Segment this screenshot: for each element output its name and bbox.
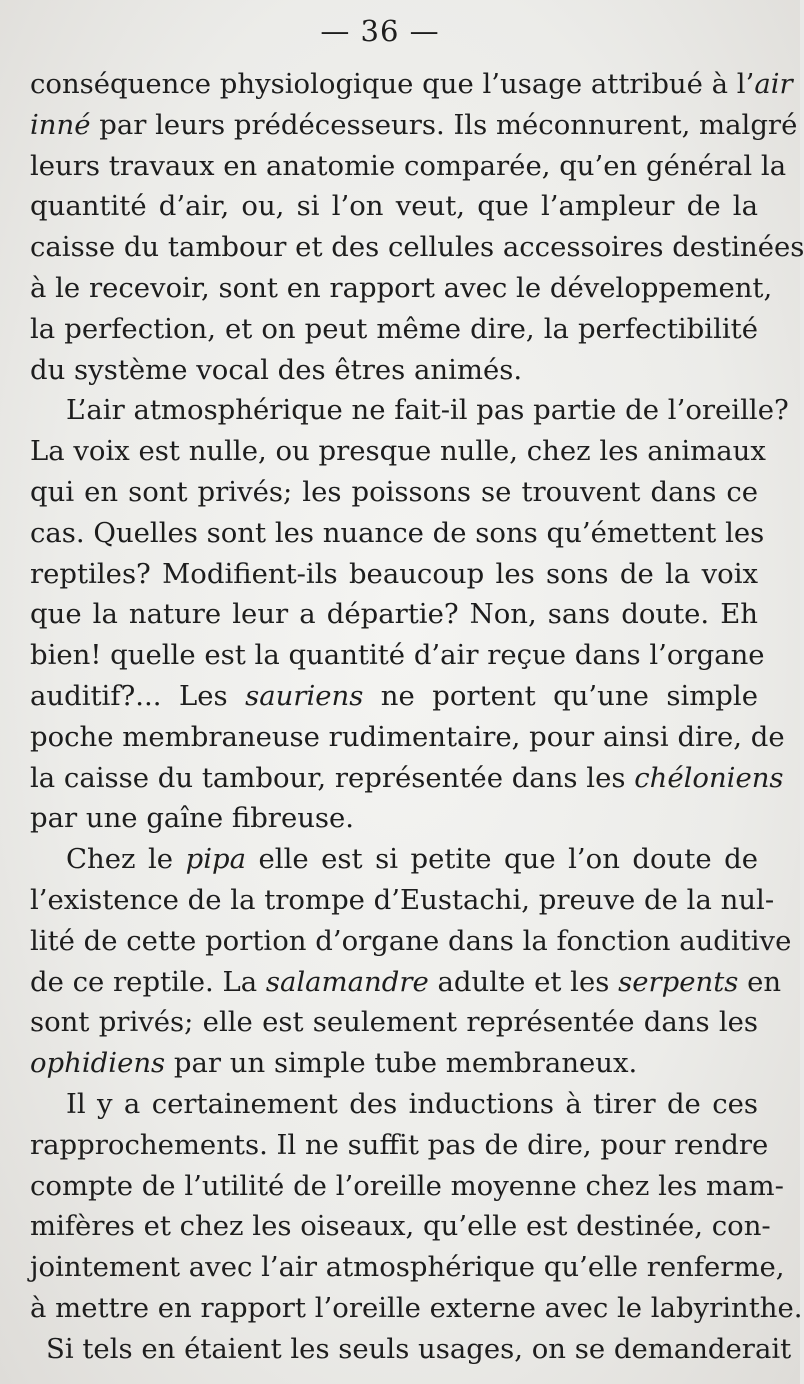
text-line — [30, 1043, 758, 1084]
text-segment: Si tels en étaient les seuls usages, on se demanderait — [46, 1332, 792, 1365]
text-line — [30, 962, 782, 1003]
text-segment: qui en sont privés; les poissons se trouvent dans ce — [30, 475, 758, 508]
text-line — [30, 758, 784, 799]
text-line — [30, 1166, 784, 1207]
text-line — [30, 635, 765, 676]
text-segment: La voix est nulle, ou presque nulle, chez les animaux — [30, 435, 766, 468]
text-line — [30, 839, 758, 880]
text-segment: elle est si petite que l’on doute de — [246, 843, 758, 876]
text-segment: à le recevoir, sont en rapport avec le développement, — [30, 271, 773, 304]
text-segment: conséquence physiologique que l’usage attribué à l’ — [30, 68, 755, 100]
text-segment: l’existence de la trompe d’Eustachi, preuve de la nul- — [30, 883, 775, 916]
text-segment: à mettre en rapport l’oreille externe avec le labyrinthe. — [30, 1291, 803, 1324]
text-segment: cas. Quelles sont les nuance de sons qu’émettent les — [30, 516, 765, 549]
text-segment: du système vocal des êtres animés. — [30, 353, 523, 386]
text-segment: la caisse du tambour, représentée dans les — [30, 761, 635, 794]
text-segment: en — [738, 965, 782, 998]
text-segment: poche membraneuse rudimentaire, pour ainsi dire, de — [30, 720, 785, 753]
text-line — [30, 1206, 771, 1247]
text-line — [30, 309, 758, 350]
text-line — [30, 717, 785, 758]
text-segment: de ce reptile. La — [30, 965, 266, 998]
text-line — [30, 513, 765, 554]
text-line — [30, 227, 804, 268]
text-line — [30, 594, 758, 635]
text-line — [30, 472, 758, 513]
text-line — [30, 268, 773, 309]
text-segment: ne portent qu’une simple — [363, 679, 758, 712]
text-segment: leurs travaux en anatomie comparée, qu’en général la — [30, 149, 787, 182]
text-segment: par un simple tube membraneux. — [165, 1047, 638, 1080]
italic-term: pipa — [185, 843, 246, 876]
italic-term: salamandre — [265, 965, 429, 998]
text-line — [30, 798, 758, 839]
text-line — [30, 431, 766, 472]
text-line — [30, 390, 789, 431]
text-line — [30, 1002, 758, 1043]
text-segment: rapprochements. Il ne suffit pas de dire, pour rendre — [30, 1128, 769, 1161]
text-line — [30, 1247, 785, 1288]
text-line — [30, 880, 775, 921]
italic-term: air — [754, 68, 793, 100]
text-line — [30, 186, 758, 227]
text-segment: quantité d’air, ou, si l’on veut, que l’ampleur de la — [30, 190, 758, 223]
text-line — [30, 1329, 792, 1370]
text-segment: compte de l’utilité de l’oreille moyenne chez les mam- — [30, 1169, 784, 1202]
text-segment: L’air atmosphérique ne fait-il pas partie de l’oreille? — [66, 394, 789, 427]
text-segment: bien! quelle est la quantité d’air reçue dans l’organe — [30, 639, 765, 672]
text-line — [30, 1288, 803, 1329]
text-line — [30, 1084, 758, 1125]
text-segment: caisse du tambour et des cellules accessoires destinées — [30, 231, 804, 264]
text-line — [30, 146, 787, 187]
italic-term: inné — [30, 108, 91, 141]
text-line — [30, 350, 758, 391]
text-segment: adulte et les — [428, 965, 619, 998]
text-line — [30, 921, 792, 962]
text-segment: Il y a certainement des inductions à tirer de ces — [66, 1087, 758, 1120]
page-number: — 36 — — [320, 14, 440, 48]
text-segment: sont privés; elle est seulement représentée dans les — [30, 1006, 758, 1039]
text-segment: Chez le — [66, 843, 186, 876]
text-line — [30, 554, 758, 595]
text-segment: reptiles? Modifient-ils beaucoup les sons de la voix — [30, 557, 758, 590]
text-segment: jointement avec l’air atmosphérique qu’elle renferme, — [30, 1251, 785, 1284]
text-segment: par leurs prédécesseurs. Ils méconnurent, malgré — [90, 108, 798, 141]
text-segment: la perfection, et on peut même dire, la perfectibilité — [30, 312, 758, 345]
text-line — [30, 64, 793, 105]
italic-term: serpents — [618, 965, 739, 998]
text-line — [30, 105, 798, 146]
text-segment: lité de cette portion d’organe dans la fonction auditive — [30, 924, 792, 957]
text-segment: mifères et chez les oiseaux, qu’elle est destinée, con- — [30, 1210, 771, 1243]
text-segment: que la nature leur a départie? Non, sans doute. Eh — [30, 598, 758, 631]
text-segment: auditif?... Les — [30, 679, 246, 712]
text-line — [30, 1125, 769, 1166]
italic-term: sauriens — [245, 679, 364, 712]
italic-term: chéloniens — [634, 761, 784, 794]
text-segment: par une gaîne fibreuse. — [30, 802, 355, 835]
text-line — [30, 676, 758, 717]
body-text — [30, 64, 804, 1370]
italic-term: ophidiens — [30, 1047, 166, 1080]
